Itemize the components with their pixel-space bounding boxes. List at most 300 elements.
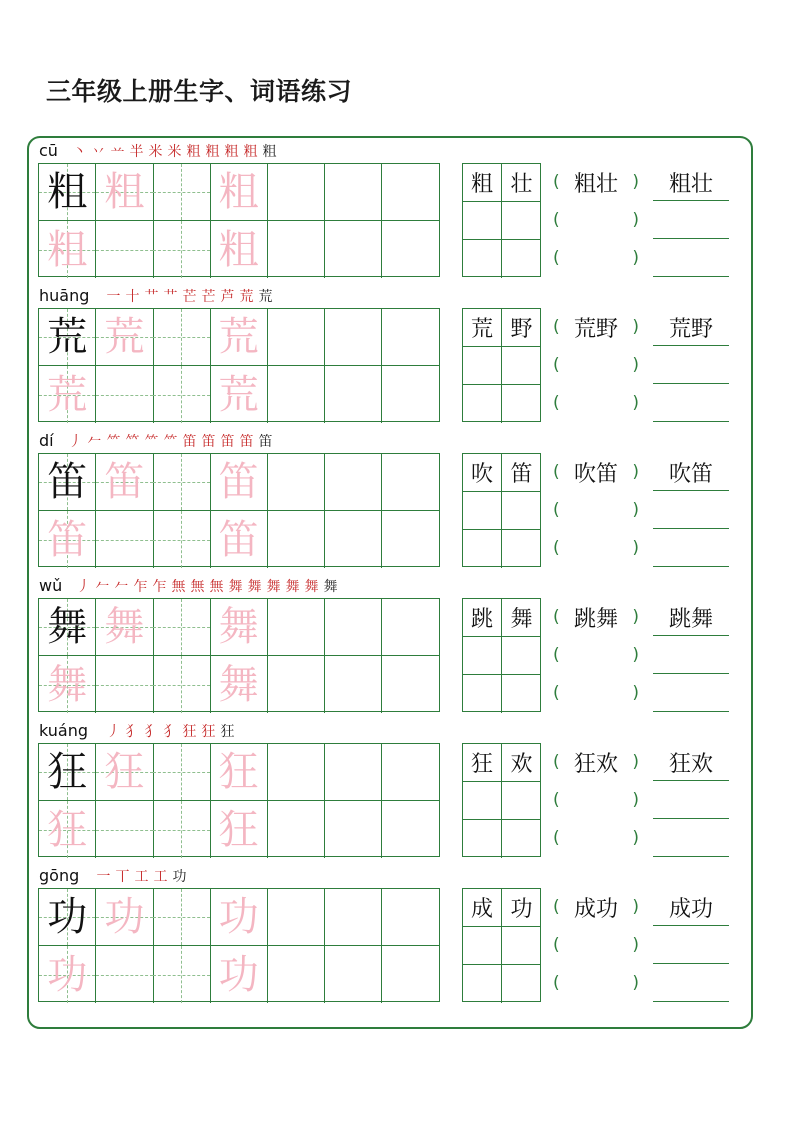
word-grid-blank[interactable] bbox=[502, 492, 541, 530]
tracing-cell[interactable] bbox=[96, 309, 153, 366]
stroke-step bbox=[146, 141, 165, 161]
word-grid-blank[interactable] bbox=[502, 385, 541, 423]
stroke-glyph: 笛 bbox=[182, 434, 197, 450]
tracing-cell[interactable] bbox=[325, 309, 382, 366]
bracket-blank[interactable] bbox=[553, 384, 639, 422]
stroke-step bbox=[180, 721, 199, 741]
tracing-cell[interactable] bbox=[268, 744, 325, 801]
tracing-cell[interactable] bbox=[39, 366, 96, 423]
tracing-cell[interactable] bbox=[153, 309, 210, 366]
stroke-step bbox=[226, 576, 245, 596]
tracing-cell[interactable] bbox=[325, 889, 382, 946]
guide-line-horizontal bbox=[153, 395, 209, 396]
tracing-cell[interactable] bbox=[210, 656, 267, 713]
trace-character: 荒 bbox=[218, 314, 259, 360]
stroke-step bbox=[93, 576, 112, 596]
guide-line-horizontal bbox=[153, 917, 209, 918]
guide-line-horizontal bbox=[96, 685, 152, 686]
word-grid-blank[interactable] bbox=[463, 240, 502, 278]
stroke-glyph: 丿 bbox=[76, 579, 91, 595]
tracing-cell[interactable] bbox=[268, 946, 325, 1003]
stroke-glyph: 芒 bbox=[201, 289, 216, 305]
underline-blank[interactable] bbox=[653, 529, 729, 567]
trace-character: 狂 bbox=[104, 749, 145, 795]
tracing-cell[interactable] bbox=[96, 221, 153, 278]
tracing-cell[interactable] bbox=[96, 656, 153, 713]
practice-row bbox=[0, 864, 793, 1009]
tracing-cell[interactable] bbox=[153, 164, 210, 221]
right-paren: ) bbox=[632, 752, 639, 772]
line-column bbox=[653, 163, 729, 277]
word-grid-blank[interactable] bbox=[463, 675, 502, 713]
stroke-glyph: 舞 bbox=[285, 579, 300, 595]
tracing-cell[interactable] bbox=[382, 946, 439, 1003]
stroke-glyph: 粗 bbox=[205, 144, 220, 160]
word-grid-blank[interactable] bbox=[502, 782, 541, 820]
stroke-order bbox=[74, 576, 340, 598]
stroke-step bbox=[180, 286, 199, 306]
stroke-step bbox=[207, 576, 226, 596]
underline-blank[interactable] bbox=[653, 239, 729, 277]
stroke-glyph: 犭 bbox=[125, 724, 140, 740]
right-paren: ) bbox=[632, 210, 639, 230]
stroke-glyph: 丿 bbox=[106, 724, 121, 740]
stroke-glyph: 粗 bbox=[186, 144, 201, 160]
tracing-cell[interactable] bbox=[325, 511, 382, 568]
tracing-cell[interactable] bbox=[382, 599, 439, 656]
word-grid-blank[interactable] bbox=[502, 927, 541, 965]
stroke-glyph: 丿 bbox=[68, 434, 83, 450]
word-grid-char: 壮 bbox=[502, 164, 541, 202]
word-grid-blank[interactable] bbox=[502, 240, 541, 278]
stroke-step bbox=[245, 576, 264, 596]
tracing-cell[interactable] bbox=[382, 511, 439, 568]
left-paren: ( bbox=[553, 683, 560, 703]
underline-blank[interactable] bbox=[653, 781, 729, 819]
stroke-glyph: 乍 bbox=[133, 579, 148, 595]
word-grid-blank[interactable] bbox=[463, 820, 502, 858]
line-column bbox=[653, 888, 729, 1002]
word-grid-blank[interactable] bbox=[463, 637, 502, 675]
left-paren: ( bbox=[553, 973, 560, 993]
model-character: 狂 bbox=[47, 749, 88, 795]
stroke-glyph: 芒 bbox=[182, 289, 197, 305]
stroke-glyph: ⺮ bbox=[144, 434, 159, 450]
trace-character: 笛 bbox=[47, 516, 88, 563]
trace-character: 功 bbox=[104, 894, 145, 940]
bracket-blank[interactable] bbox=[553, 346, 639, 384]
stroke-glyph: 無 bbox=[209, 579, 224, 595]
bracket-blank[interactable] bbox=[553, 529, 639, 567]
tracing-cell[interactable] bbox=[210, 511, 267, 568]
tracing-cell[interactable] bbox=[153, 889, 210, 946]
model-character: 笛 bbox=[47, 459, 88, 505]
bracket-column bbox=[553, 598, 639, 712]
guide-line-horizontal bbox=[96, 395, 152, 396]
tracing-cell[interactable] bbox=[39, 801, 96, 858]
stroke-step bbox=[161, 431, 180, 451]
pinyin-label: cū bbox=[39, 141, 58, 160]
word-grid-blank[interactable] bbox=[502, 965, 541, 1003]
stroke-step bbox=[74, 576, 93, 596]
underline-blank[interactable] bbox=[653, 636, 729, 674]
underline-blank[interactable] bbox=[653, 201, 729, 239]
left-paren: ( bbox=[553, 897, 560, 917]
tracing-cell[interactable] bbox=[382, 309, 439, 366]
tracing-cell[interactable] bbox=[382, 366, 439, 423]
stroke-step bbox=[94, 866, 113, 886]
stroke-glyph: 笛 bbox=[258, 434, 273, 450]
trace-character: 狂 bbox=[47, 806, 88, 853]
right-paren: ) bbox=[632, 828, 639, 848]
left-paren: ( bbox=[553, 462, 560, 482]
word-grid-blank[interactable] bbox=[502, 675, 541, 713]
stroke-glyph: 𥫗 bbox=[125, 434, 140, 450]
tracing-cell[interactable] bbox=[325, 366, 382, 423]
tracing-cell[interactable] bbox=[153, 221, 210, 278]
stroke-step bbox=[283, 576, 302, 596]
tracing-cell[interactable] bbox=[39, 511, 96, 568]
underline-word bbox=[653, 163, 729, 201]
stroke-glyph: 狂 bbox=[220, 724, 235, 740]
stroke-order bbox=[104, 721, 237, 743]
tracing-cell[interactable] bbox=[96, 599, 153, 656]
guide-line-horizontal bbox=[153, 772, 209, 773]
guide-line-horizontal bbox=[153, 830, 209, 831]
stroke-glyph: 米 bbox=[148, 144, 163, 160]
trace-character: 荒 bbox=[47, 371, 88, 418]
stroke-step bbox=[104, 721, 123, 741]
word-grid-blank[interactable] bbox=[502, 347, 541, 385]
left-paren: ( bbox=[553, 935, 560, 955]
word-grid-char: 荒 bbox=[463, 309, 502, 347]
word-grid-char: 成 bbox=[463, 889, 502, 927]
left-paren: ( bbox=[553, 500, 560, 520]
guide-line-vertical bbox=[181, 656, 182, 713]
stroke-step bbox=[264, 576, 283, 596]
trace-character: 荒 bbox=[104, 314, 145, 360]
word-grid-blank[interactable] bbox=[463, 782, 502, 820]
bracket-blank[interactable] bbox=[553, 819, 639, 857]
word-grid bbox=[462, 743, 541, 857]
stroke-glyph: 𠂉 bbox=[87, 434, 102, 450]
word-grid-blank[interactable] bbox=[502, 820, 541, 858]
left-paren: ( bbox=[553, 538, 560, 558]
guide-line-horizontal bbox=[96, 975, 152, 976]
stroke-glyph: 艹 bbox=[144, 289, 159, 305]
model-character: 粗 bbox=[47, 169, 88, 215]
trace-character: 粗 bbox=[218, 169, 259, 215]
stroke-glyph: 舞 bbox=[323, 579, 338, 595]
tracing-cell[interactable] bbox=[210, 221, 267, 278]
stroke-step bbox=[127, 141, 146, 161]
tracing-cell[interactable] bbox=[325, 946, 382, 1003]
bracket-word bbox=[553, 888, 639, 926]
tracing-cell[interactable] bbox=[382, 801, 439, 858]
word-grid-blank[interactable] bbox=[502, 530, 541, 568]
bracket-blank[interactable] bbox=[553, 636, 639, 674]
underline-word-text: 成功 bbox=[668, 897, 713, 922]
underline-word bbox=[653, 598, 729, 636]
stroke-step bbox=[123, 286, 142, 306]
bracket-blank[interactable] bbox=[553, 239, 639, 277]
tracing-cell[interactable] bbox=[268, 366, 325, 423]
bracket-blank[interactable] bbox=[553, 201, 639, 239]
stroke-glyph: 粗 bbox=[224, 144, 239, 160]
word-grid-char: 笛 bbox=[502, 454, 541, 492]
right-paren: ) bbox=[632, 172, 639, 192]
bracket-word bbox=[553, 598, 639, 636]
underline-blank[interactable] bbox=[653, 926, 729, 964]
page-title: 三年级上册生字、词语练习 bbox=[46, 77, 353, 106]
left-paren: ( bbox=[553, 752, 560, 772]
tracing-cell[interactable] bbox=[325, 744, 382, 801]
practice-row bbox=[0, 574, 793, 719]
tracing-cell[interactable] bbox=[382, 656, 439, 713]
stroke-glyph: 丶 bbox=[72, 144, 87, 160]
stroke-step bbox=[256, 286, 275, 306]
tracing-cell[interactable] bbox=[325, 221, 382, 278]
underline-word bbox=[653, 308, 729, 346]
stroke-glyph: 工 bbox=[153, 869, 168, 885]
right-paren: ) bbox=[632, 462, 639, 482]
stroke-step bbox=[218, 431, 237, 451]
stroke-glyph: 䒑 bbox=[110, 144, 125, 160]
tracing-cell[interactable] bbox=[39, 946, 96, 1003]
tracing-cell[interactable] bbox=[382, 164, 439, 221]
tracing-cell[interactable] bbox=[96, 744, 153, 801]
stroke-glyph: 荒 bbox=[258, 289, 273, 305]
tracing-cell[interactable] bbox=[153, 946, 210, 1003]
trace-character: 舞 bbox=[47, 661, 88, 708]
tracing-cell[interactable] bbox=[39, 656, 96, 713]
stroke-step bbox=[142, 721, 161, 741]
underline-word-text: 荒野 bbox=[668, 317, 713, 342]
tracing-cell[interactable] bbox=[210, 454, 267, 511]
bracket-blank[interactable] bbox=[553, 781, 639, 819]
stroke-step bbox=[241, 141, 260, 161]
stroke-glyph: 一 bbox=[106, 289, 121, 305]
tracing-cell[interactable] bbox=[210, 309, 267, 366]
tracing-cell[interactable] bbox=[325, 801, 382, 858]
tracing-cell[interactable] bbox=[153, 801, 210, 858]
stroke-glyph: 丷 bbox=[91, 144, 106, 160]
guide-line-vertical bbox=[181, 366, 182, 423]
trace-character: 笛 bbox=[218, 459, 259, 505]
tracing-cell[interactable] bbox=[325, 656, 382, 713]
left-paren: ( bbox=[553, 355, 560, 375]
tracing-cell[interactable] bbox=[96, 164, 153, 221]
tracing-cell[interactable] bbox=[153, 656, 210, 713]
tracing-cell[interactable] bbox=[153, 511, 210, 568]
tracing-cell[interactable] bbox=[153, 454, 210, 511]
word-grid-blank[interactable] bbox=[463, 347, 502, 385]
guide-line-horizontal bbox=[96, 830, 152, 831]
word-grid-blank[interactable] bbox=[463, 202, 502, 240]
trace-character: 笛 bbox=[218, 516, 259, 563]
bracket-word-text: 成功 bbox=[573, 896, 618, 922]
underline-blank[interactable] bbox=[653, 384, 729, 422]
bracket-blank[interactable] bbox=[553, 926, 639, 964]
bracket-word bbox=[553, 163, 639, 201]
right-paren: ) bbox=[632, 973, 639, 993]
word-grid-blank[interactable] bbox=[502, 637, 541, 675]
guide-line-vertical bbox=[181, 454, 182, 510]
model-character: 荒 bbox=[47, 314, 88, 360]
right-paren: ) bbox=[632, 683, 639, 703]
word-grid bbox=[462, 308, 541, 422]
tracing-cell[interactable] bbox=[325, 454, 382, 511]
pinyin-label: huāng bbox=[39, 286, 90, 305]
word-grid-blank[interactable] bbox=[463, 492, 502, 530]
bracket-word-text: 吹笛 bbox=[573, 461, 618, 487]
right-paren: ) bbox=[632, 607, 639, 627]
tracing-cell[interactable] bbox=[210, 889, 267, 946]
tracing-cell[interactable] bbox=[210, 946, 267, 1003]
underline-blank[interactable] bbox=[653, 819, 729, 857]
bracket-blank[interactable] bbox=[553, 491, 639, 529]
trace-character: 粗 bbox=[47, 226, 88, 273]
underline-blank[interactable] bbox=[653, 964, 729, 1002]
tracing-cell[interactable] bbox=[39, 221, 96, 278]
trace-character: 功 bbox=[47, 951, 88, 998]
word-grid-blank[interactable] bbox=[502, 202, 541, 240]
tracing-cell[interactable] bbox=[153, 744, 210, 801]
tracing-cell[interactable] bbox=[268, 221, 325, 278]
practice-row bbox=[0, 139, 793, 284]
word-grid bbox=[462, 163, 541, 277]
bracket-column bbox=[553, 888, 639, 1002]
stroke-step bbox=[131, 576, 150, 596]
bracket-column bbox=[553, 163, 639, 277]
word-grid-char: 舞 bbox=[502, 599, 541, 637]
stroke-step bbox=[302, 576, 321, 596]
trace-character: 舞 bbox=[218, 661, 259, 708]
stroke-step bbox=[199, 721, 218, 741]
tracing-cell[interactable] bbox=[96, 454, 153, 511]
stroke-step bbox=[150, 576, 169, 596]
tracing-cell[interactable] bbox=[153, 366, 210, 423]
tracing-cell[interactable] bbox=[210, 164, 267, 221]
pinyin-label: dí bbox=[39, 431, 54, 450]
stroke-glyph: 艹 bbox=[163, 289, 178, 305]
underline-blank[interactable] bbox=[653, 491, 729, 529]
underline-blank[interactable] bbox=[653, 674, 729, 712]
word-grid-blank[interactable] bbox=[463, 530, 502, 568]
bracket-blank[interactable] bbox=[553, 674, 639, 712]
tracing-cell[interactable] bbox=[268, 309, 325, 366]
stroke-step bbox=[142, 431, 161, 451]
word-grid-char: 欢 bbox=[502, 744, 541, 782]
stroke-step bbox=[113, 866, 132, 886]
bracket-column bbox=[553, 743, 639, 857]
underline-blank[interactable] bbox=[653, 346, 729, 384]
word-grid bbox=[462, 888, 541, 1002]
stroke-glyph: 無 bbox=[190, 579, 205, 595]
tracing-cell[interactable] bbox=[382, 889, 439, 946]
pinyin-label: kuáng bbox=[39, 721, 89, 740]
bracket-word-text: 粗壮 bbox=[573, 171, 618, 197]
tracing-cell[interactable] bbox=[268, 454, 325, 511]
stroke-order bbox=[104, 286, 275, 308]
practice-row bbox=[0, 429, 793, 574]
bracket-word bbox=[553, 743, 639, 781]
tracing-cell[interactable] bbox=[96, 889, 153, 946]
guide-line-horizontal bbox=[153, 540, 209, 541]
tracing-cell[interactable] bbox=[96, 511, 153, 568]
model-character: 舞 bbox=[47, 604, 88, 650]
tracing-cell[interactable] bbox=[382, 744, 439, 801]
tracing-cell[interactable] bbox=[210, 744, 267, 801]
tracing-cell[interactable] bbox=[268, 511, 325, 568]
line-column bbox=[653, 453, 729, 567]
tracing-cell[interactable] bbox=[96, 946, 153, 1003]
word-grid-blank[interactable] bbox=[463, 927, 502, 965]
tracing-cell[interactable] bbox=[96, 366, 153, 423]
right-paren: ) bbox=[632, 393, 639, 413]
word-grid-char: 粗 bbox=[463, 164, 502, 202]
stroke-step bbox=[199, 286, 218, 306]
tracing-cell[interactable] bbox=[96, 801, 153, 858]
stroke-glyph: 舞 bbox=[266, 579, 281, 595]
tracing-cell[interactable] bbox=[210, 366, 267, 423]
stroke-step bbox=[199, 431, 218, 451]
stroke-glyph: 半 bbox=[129, 144, 144, 160]
tracing-cell[interactable] bbox=[382, 221, 439, 278]
trace-character: 功 bbox=[218, 951, 259, 998]
tracing-cell[interactable] bbox=[268, 656, 325, 713]
bracket-blank[interactable] bbox=[553, 964, 639, 1002]
guide-line-horizontal bbox=[96, 250, 152, 251]
stroke-step bbox=[132, 866, 151, 886]
tracing-cell[interactable] bbox=[268, 801, 325, 858]
stroke-step bbox=[237, 431, 256, 451]
tracing-cell[interactable] bbox=[382, 454, 439, 511]
tracing-cell[interactable] bbox=[325, 599, 382, 656]
practice-row bbox=[0, 284, 793, 429]
word-grid bbox=[462, 453, 541, 567]
stroke-glyph: 功 bbox=[172, 869, 187, 885]
right-paren: ) bbox=[632, 248, 639, 268]
writing-grid bbox=[38, 598, 440, 712]
right-paren: ) bbox=[632, 935, 639, 955]
stroke-glyph: 𠂉 bbox=[114, 579, 129, 595]
right-paren: ) bbox=[632, 538, 639, 558]
tracing-cell[interactable] bbox=[325, 164, 382, 221]
right-paren: ) bbox=[632, 500, 639, 520]
model-character: 功 bbox=[47, 894, 88, 940]
guide-line-horizontal bbox=[153, 192, 209, 193]
stroke-step bbox=[85, 431, 104, 451]
tracing-cell[interactable] bbox=[153, 599, 210, 656]
guide-line-horizontal bbox=[153, 250, 209, 251]
word-grid-blank[interactable] bbox=[463, 385, 502, 423]
model-cell bbox=[39, 889, 96, 946]
trace-character: 舞 bbox=[218, 604, 259, 650]
stroke-step bbox=[188, 576, 207, 596]
left-paren: ( bbox=[553, 210, 560, 230]
tracing-cell[interactable] bbox=[210, 801, 267, 858]
stroke-order bbox=[94, 866, 189, 888]
tracing-cell[interactable] bbox=[268, 889, 325, 946]
writing-grid bbox=[38, 888, 440, 1002]
tracing-cell[interactable] bbox=[268, 164, 325, 221]
word-grid-blank[interactable] bbox=[463, 965, 502, 1003]
pinyin-label: wǔ bbox=[39, 576, 63, 595]
guide-line-vertical bbox=[181, 599, 182, 655]
tracing-cell[interactable] bbox=[268, 599, 325, 656]
tracing-cell[interactable] bbox=[210, 599, 267, 656]
